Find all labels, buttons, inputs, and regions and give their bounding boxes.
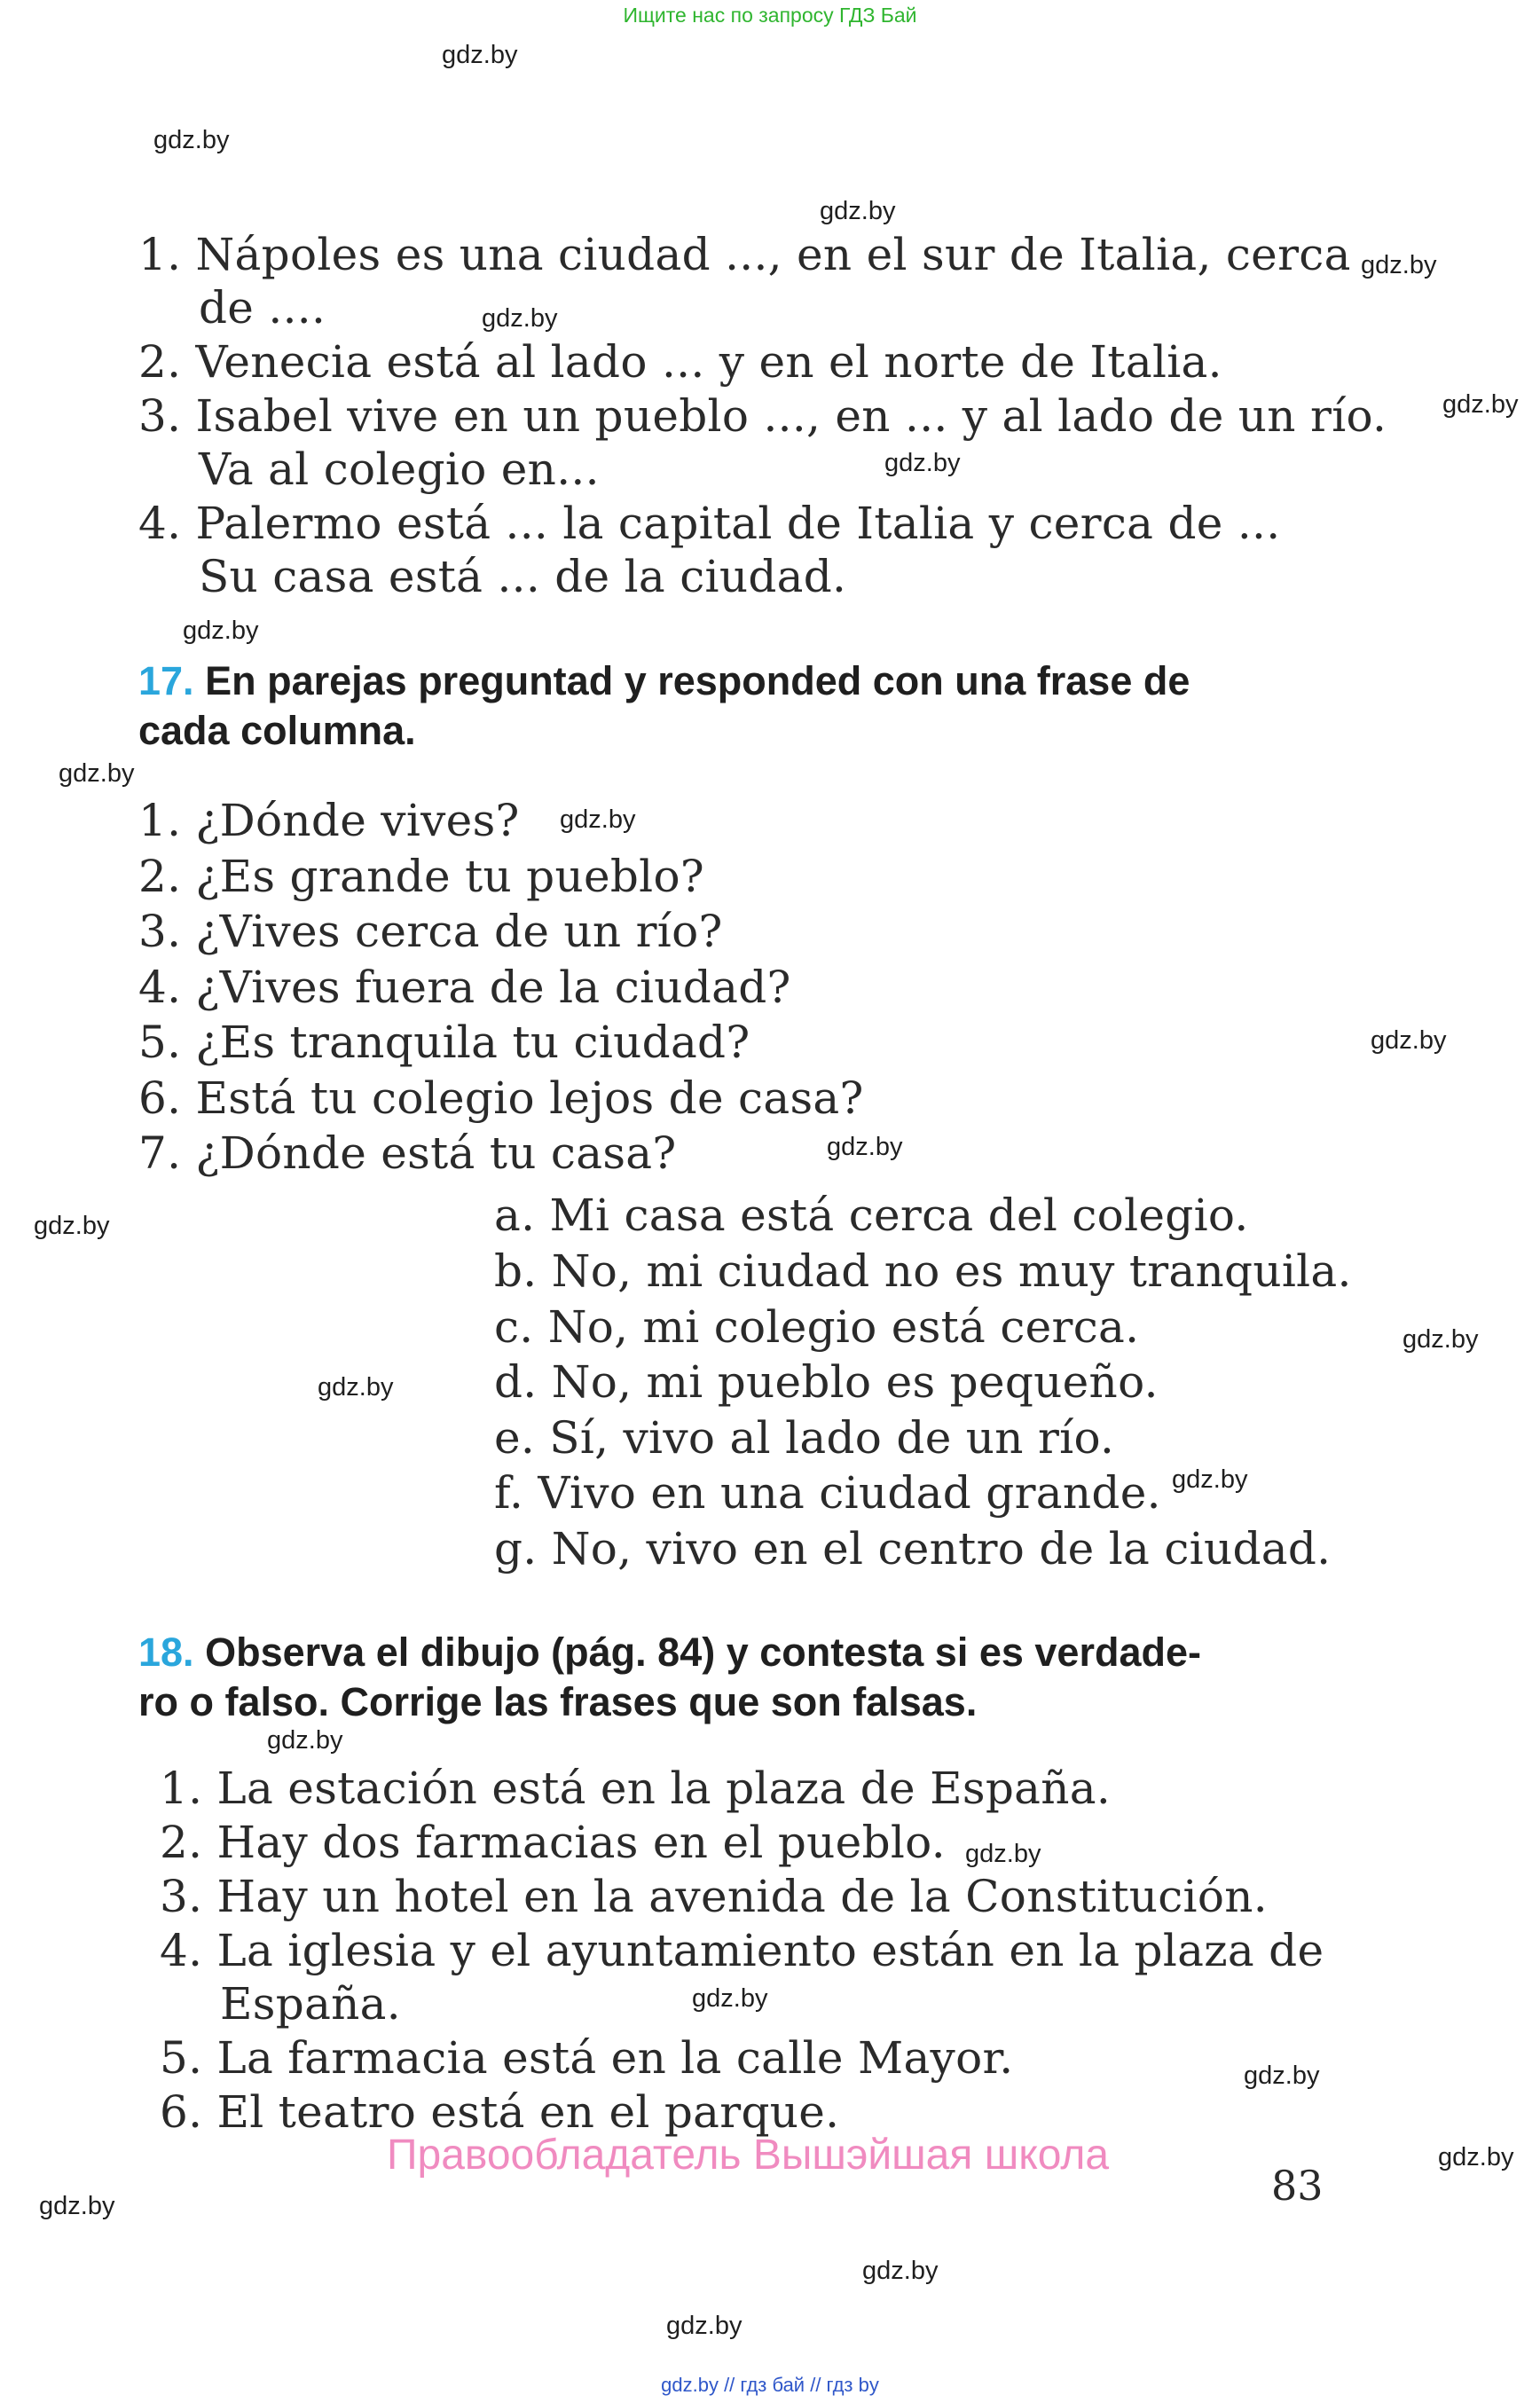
watermark: gdz.by	[1402, 1325, 1479, 1354]
list-item: 2. Venecia está al lado ... y en el norte de Italia.	[138, 336, 1222, 388]
answer-item: f. Vivo en una ciudad grande.	[494, 1467, 1161, 1519]
list-item: 5. La farmacia está en la calle Mayor.	[160, 2032, 1014, 2084]
list-item: 4. La iglesia y el ayuntamiento están en la plaza de	[160, 1925, 1324, 1976]
exercise-number: 17.	[138, 658, 194, 703]
question-item: 4. ¿Vives fuera de la ciudad?	[138, 962, 791, 1013]
page-number: 83	[1271, 2162, 1324, 2210]
watermark: gdz.by	[666, 2312, 742, 2340]
watermark: gdz.by	[862, 2257, 939, 2285]
list-item: Va al colegio en...	[199, 444, 600, 495]
watermark: gdz.by	[820, 197, 896, 225]
answer-item: a. Mi casa está cerca del colegio.	[494, 1190, 1249, 1241]
watermark: gdz.by	[1438, 2143, 1514, 2171]
list-item: España.	[220, 1978, 401, 2030]
watermark: gdz.by	[39, 2192, 115, 2220]
question-item: 7. ¿Dónde está tu casa?	[138, 1127, 677, 1179]
watermark: gdz.by	[827, 1133, 903, 1161]
watermark: gdz.by	[965, 1840, 1041, 1868]
watermark: gdz.by	[1361, 251, 1437, 279]
watermark: gdz.by	[482, 304, 558, 333]
watermark: gdz.by	[442, 41, 518, 69]
answer-item: e. Sí, vivo al lado de un río.	[494, 1412, 1115, 1464]
watermark: gdz.by	[884, 449, 961, 477]
watermark: gdz.by	[560, 805, 636, 834]
exercise-title: Observa el dibujo (pág. 84) y contesta si es verdade-	[205, 1629, 1201, 1675]
watermark: gdz.by	[692, 1984, 768, 2013]
list-item: Su casa está ... de la ciudad.	[199, 551, 847, 602]
exercise-number: 18.	[138, 1629, 194, 1675]
watermark: gdz.by	[1371, 1026, 1447, 1055]
exercise-title: En parejas preguntad y responded con una frase de	[205, 658, 1190, 703]
watermark: gdz.by	[34, 1212, 110, 1240]
exercise-title-continuation: cada columna.	[138, 708, 416, 753]
exercise-title-continuation: ro o falso. Corrige las frases que son falsas.	[138, 1679, 978, 1724]
answer-item: c. No, mi colegio está cerca.	[494, 1301, 1140, 1353]
list-item: 3. Isabel vive en un pueblo ..., en ... y al lado de un río.	[138, 390, 1387, 442]
watermark: gdz.by	[153, 126, 230, 154]
answer-item: b. No, mi ciudad no es muy tranquila.	[494, 1245, 1352, 1297]
answer-item: d. No, mi pueblo es pequeño.	[494, 1356, 1159, 1408]
list-item: de ....	[199, 282, 326, 334]
list-item: 1. Nápoles es una ciudad ..., en el sur de Italia, cerca	[138, 229, 1351, 280]
answer-item: g. No, vivo en el centro de la ciudad.	[494, 1523, 1332, 1575]
rights-holder: Правообладатель Вышэйшая школа	[387, 2132, 1110, 2179]
watermark: gdz.by	[1244, 2061, 1320, 2090]
footer-links: gdz.by // гдз бай // гдз by	[661, 2374, 879, 2396]
list-item: 1. La estación está en la plaza de España.	[160, 1763, 1112, 1814]
watermark: gdz.by	[267, 1726, 343, 1755]
question-item: 3. ¿Vives cerca de un río?	[138, 906, 723, 957]
watermark: gdz.by	[1172, 1465, 1248, 1494]
list-item: 4. Palermo está ... la capital de Italia y cerca de ...	[138, 498, 1281, 549]
list-item: 6. El teatro está en el parque.	[160, 2086, 840, 2138]
question-item: 6. Está tu colegio lejos de casa?	[138, 1072, 864, 1124]
exercise-17-heading	[138, 658, 1190, 704]
list-item: 2. Hay dos farmacias en el pueblo.	[160, 1817, 946, 1868]
question-item: 5. ¿Es tranquila tu ciudad?	[138, 1017, 750, 1068]
list-item: 3. Hay un hotel en la avenida de la Constitución.	[160, 1871, 1268, 1922]
question-item: 2. ¿Es grande tu pueblo?	[138, 851, 704, 902]
question-item: 1. ¿Dónde vives?	[138, 795, 520, 846]
watermark: gdz.by	[318, 1373, 394, 1402]
top-banner: Ищите нас по запросу ГДЗ Бай	[623, 4, 917, 27]
watermark: gdz.by	[183, 616, 259, 645]
exercise-18-heading	[138, 1629, 1201, 1676]
watermark: gdz.by	[1442, 390, 1519, 419]
watermark: gdz.by	[59, 759, 135, 788]
